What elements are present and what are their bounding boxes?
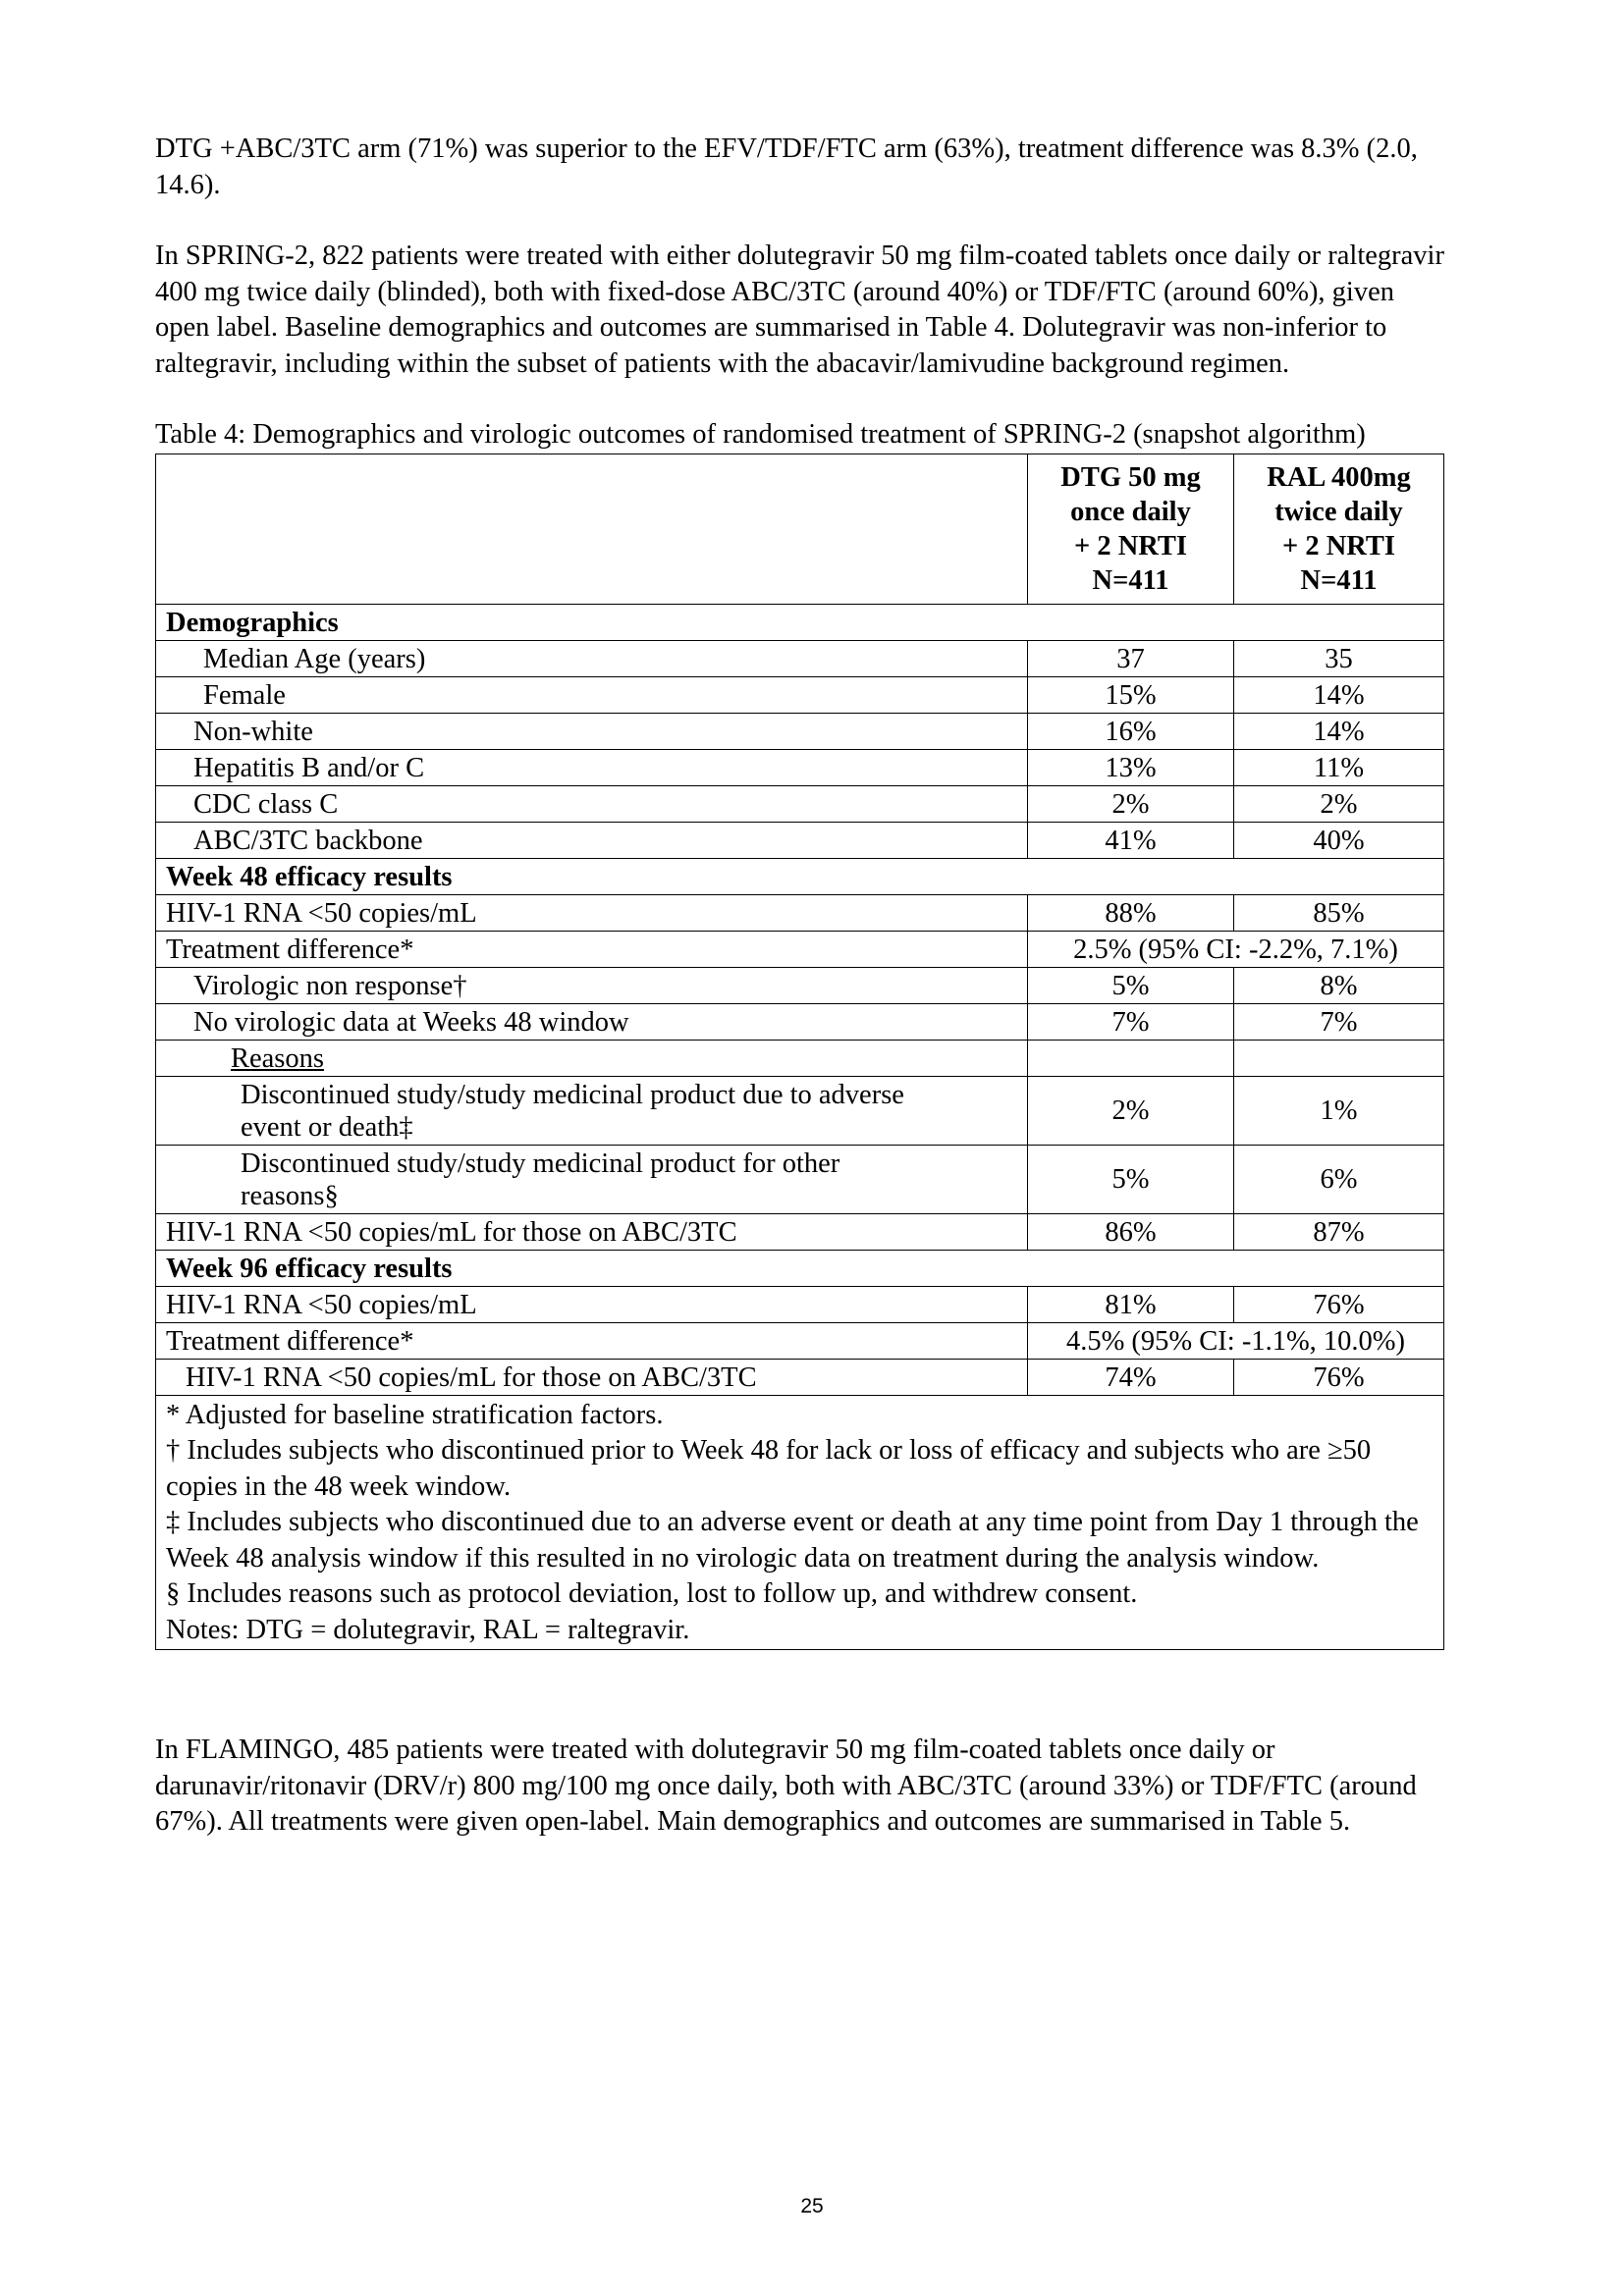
row-label: HIV-1 RNA <50 copies/mL for those on ABC/3TC [156, 1359, 1028, 1395]
footnote: Notes: DTG = dolutegravir, RAL = raltegravir. [166, 1614, 690, 1645]
empty-cell [1028, 1040, 1234, 1076]
ral-value: 8% [1234, 967, 1444, 1003]
ral-value: 11% [1234, 749, 1444, 785]
paragraph-spring2: In SPRING-2, 822 patients were treated with either dolutegravir 50 mg film-coated tablets once daily or raltegravir 400 mg twice daily (blinded), both with fixed-dose ABC/3TC (around 40%) or TDF/FTC (around 60%), given open label. Baseline demographics and outcomes are summarised in Table 4. Dolutegravir was non-inferior to raltegravir, including within the subset of patients with the abacavir/lamivudine background regimen. [155, 240, 1444, 379]
treatment-difference-value: 4.5% (95% CI: -1.1%, 10.0%) [1028, 1322, 1444, 1359]
reasons-label: Reasons [231, 1042, 324, 1074]
dtg-value: 5% [1028, 1145, 1234, 1213]
header-dtg-line: + 2 NRTI [1073, 530, 1187, 561]
ral-value: 85% [1234, 894, 1444, 931]
header-blank-cell [156, 454, 1028, 604]
footnote-row [156, 1395, 1444, 1650]
table-row [156, 749, 1444, 785]
dtg-value: 2% [1028, 1076, 1234, 1145]
treatment-difference-value: 2.5% (95% CI: -2.2%, 7.1%) [1028, 931, 1444, 967]
table-header-row [156, 454, 1444, 604]
table-row [156, 640, 1444, 676]
page-number: 25 [800, 2195, 824, 2217]
table-row [156, 822, 1444, 858]
table-row [156, 1003, 1444, 1040]
footnote: § Includes reasons such as protocol deviation, lost to follow up, and withdrew consent. [166, 1578, 1138, 1609]
section-row [156, 604, 1444, 640]
paragraph-flamingo: In FLAMINGO, 485 patients were treated with dolutegravir 50 mg film-coated tablets once daily or darunavir/ritonavir (DRV/r) 800 mg/100 mg once daily, both with ABC/3TC (around 33%) or TDF/FTC (around 67%). All treatments were given open-label. Main demographics and outcomes are summarised in Table 5. [155, 1735, 1417, 1837]
row-label: Treatment difference* [156, 931, 1028, 967]
table-footnotes [156, 1395, 1444, 1650]
row-label: Virologic non response† [156, 967, 1028, 1003]
empty-cell [1234, 1040, 1444, 1076]
section-week48: Week 48 efficacy results [156, 858, 1444, 894]
ral-value: 2% [1234, 785, 1444, 822]
table-row [156, 676, 1444, 713]
header-ral [1234, 454, 1444, 604]
section-week96: Week 96 efficacy results [156, 1250, 1444, 1286]
row-label: HIV-1 RNA <50 copies/mL for those on ABC/3TC [156, 1213, 1028, 1250]
row-label-line: Discontinued study/study medicinal product due to adverse [241, 1079, 904, 1110]
dtg-value: 81% [1028, 1286, 1234, 1322]
table-row [156, 1286, 1444, 1322]
header-dtg-line: N=411 [1092, 564, 1169, 596]
row-label-line: Discontinued study/study medicinal product for other [241, 1148, 840, 1179]
paragraph-intro: DTG +ABC/3TC arm (71%) was superior to the EFV/TDF/FTC arm (63%), treatment difference was 8.3% (2.0, 14.6). [155, 133, 1418, 200]
row-label: HIV-1 RNA <50 copies/mL [156, 1286, 1028, 1322]
dtg-value: 15% [1028, 676, 1234, 713]
table-4 [155, 454, 1444, 1651]
dtg-value: 37 [1028, 640, 1234, 676]
table-row [156, 713, 1444, 749]
table-row [156, 1076, 1444, 1145]
section-row [156, 858, 1444, 894]
table-row [156, 1359, 1444, 1395]
ral-value: 6% [1234, 1145, 1444, 1213]
row-label [156, 1040, 1028, 1076]
table-row [156, 1213, 1444, 1250]
row-label: No virologic data at Weeks 48 window [156, 1003, 1028, 1040]
dtg-value: 13% [1028, 749, 1234, 785]
header-dtg-line: once daily [1070, 496, 1191, 527]
row-label: Median Age (years) [156, 640, 1028, 676]
header-ral-line: + 2 NRTI [1281, 530, 1395, 561]
dtg-value: 86% [1028, 1213, 1234, 1250]
row-label: Hepatitis B and/or C [156, 749, 1028, 785]
header-ral-line: twice daily [1274, 496, 1403, 527]
ral-value: 76% [1234, 1359, 1444, 1395]
table-caption: Table 4: Demographics and virologic outcomes of randomised treatment of SPRING-2 (snapshot algorithm) [155, 419, 1366, 450]
dtg-value: 16% [1028, 713, 1234, 749]
table-row [156, 894, 1444, 931]
table-row [156, 1145, 1444, 1213]
dtg-value: 88% [1028, 894, 1234, 931]
row-label: CDC class C [156, 785, 1028, 822]
table-row [156, 1322, 1444, 1359]
row-label [156, 1076, 1028, 1145]
section-row [156, 1250, 1444, 1286]
dtg-value: 41% [1028, 822, 1234, 858]
row-label: Female [156, 676, 1028, 713]
footnote: † Includes subjects who discontinued prior to Week 48 for lack or loss of efficacy and subjects who are ≥50 copies in the 48 week window. [166, 1435, 1372, 1502]
header-ral-line: N=411 [1300, 564, 1378, 596]
row-label-line: reasons§ [241, 1180, 339, 1211]
header-dtg [1028, 454, 1234, 604]
header-dtg-line: DTG 50 mg [1060, 461, 1201, 493]
table-row [156, 785, 1444, 822]
row-label-line: event or death‡ [241, 1111, 413, 1143]
section-demographics: Demographics [156, 604, 1444, 640]
dtg-value: 7% [1028, 1003, 1234, 1040]
ral-value: 14% [1234, 676, 1444, 713]
ral-value: 1% [1234, 1076, 1444, 1145]
ral-value: 87% [1234, 1213, 1444, 1250]
row-label: Non-white [156, 713, 1028, 749]
row-label: Treatment difference* [156, 1322, 1028, 1359]
row-label: ABC/3TC backbone [156, 822, 1028, 858]
footnote: ‡ Includes subjects who discontinued due to an adverse event or death at any time point from Day 1 through the Week 48 analysis window if this resulted in no virologic data on treatment during the analysis window. [166, 1507, 1419, 1574]
table-row [156, 931, 1444, 967]
ral-value: 40% [1234, 822, 1444, 858]
row-label [156, 1145, 1028, 1213]
dtg-value: 74% [1028, 1359, 1234, 1395]
header-ral-line: RAL 400mg [1267, 461, 1411, 493]
dtg-value: 5% [1028, 967, 1234, 1003]
dtg-value: 2% [1028, 785, 1234, 822]
ral-value: 76% [1234, 1286, 1444, 1322]
footnote: * Adjusted for baseline stratification factors. [166, 1399, 664, 1430]
row-label: HIV-1 RNA <50 copies/mL [156, 894, 1028, 931]
table-row [156, 1040, 1444, 1076]
ral-value: 14% [1234, 713, 1444, 749]
ral-value: 7% [1234, 1003, 1444, 1040]
table-row [156, 967, 1444, 1003]
document-page [155, 132, 1451, 1841]
ral-value: 35 [1234, 640, 1444, 676]
